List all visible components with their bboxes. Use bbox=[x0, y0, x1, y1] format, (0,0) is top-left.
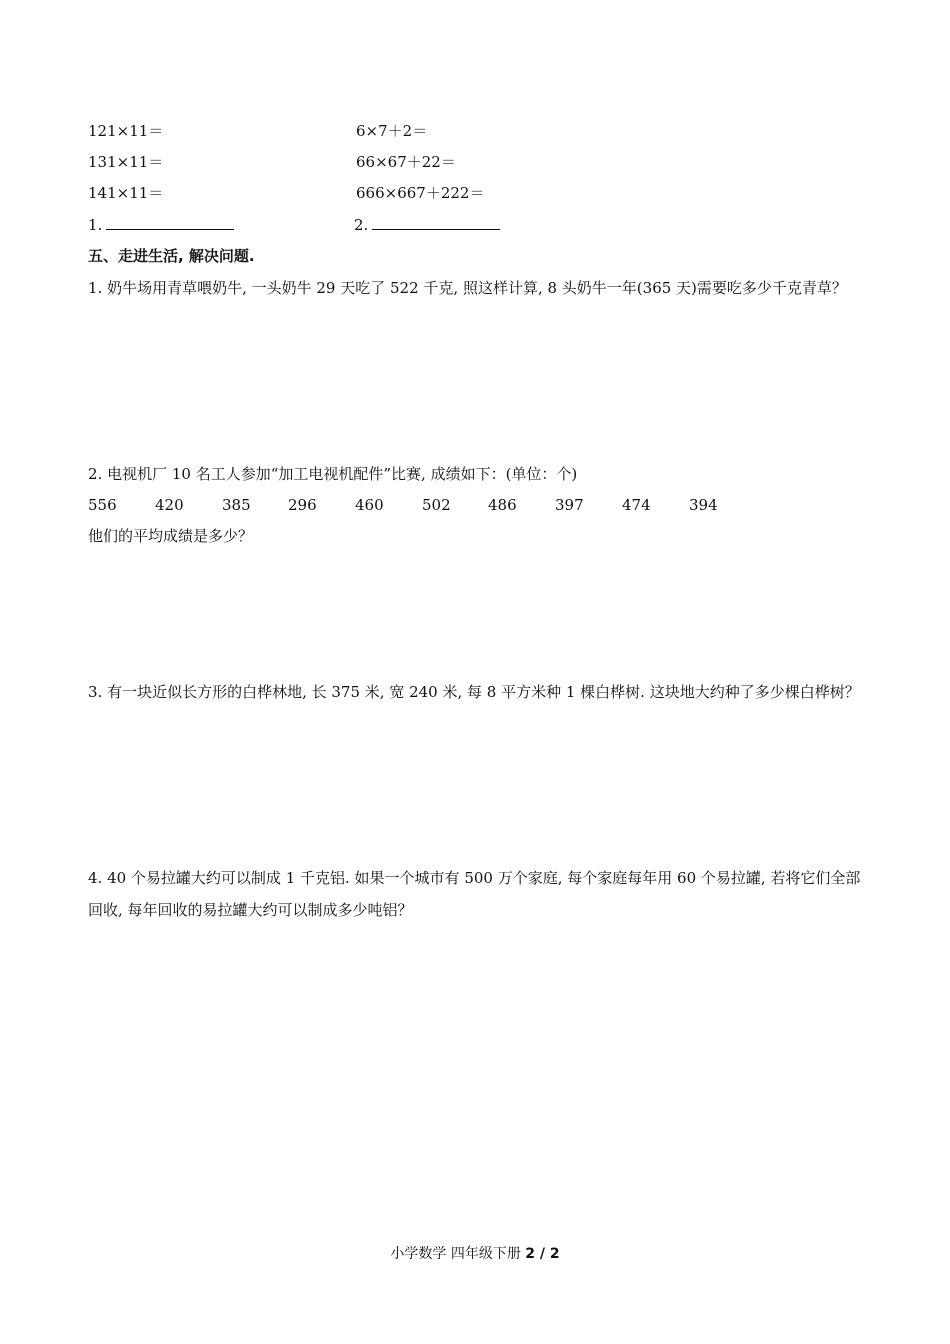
equation-left-1: 121×11＝ bbox=[88, 122, 164, 140]
problem-4: 4. 40 个易拉罐大约可以制成 1 千克铝. 如果一个城市有 500 万个家庭, 每个家庭每年用 60 个易拉罐, 若将它们全部回收, 每年回收的易拉罐大约可以制成多少吨铝？ bbox=[88, 869, 861, 919]
equation-right-2: 66×67＋22＝ bbox=[356, 153, 456, 171]
score-1: 556 bbox=[88, 496, 117, 514]
answer-label-2: 2. bbox=[354, 216, 369, 234]
score-9: 474 bbox=[622, 496, 651, 514]
section-title: 五、走进生活, 解决问题. bbox=[88, 247, 255, 265]
problem-3: 3. 有一块近似长方形的白桦林地, 长 375 米, 宽 240 米, 每 8 平方米种 1 棵白桦树. 这块地大约种了多少棵白桦树？ bbox=[88, 683, 860, 701]
score-7: 486 bbox=[488, 496, 517, 514]
equation-left-3: 141×11＝ bbox=[88, 184, 164, 202]
equation-right-1: 6×7＋2＝ bbox=[356, 122, 428, 140]
footer-label: 小学数学 四年级下册 bbox=[390, 1246, 521, 1262]
problem-2: 2. 电视机厂 10 名工人参加“加工电视机配件”比赛, 成绩如下：(单位：个) bbox=[88, 465, 578, 483]
score-2: 420 bbox=[155, 496, 184, 514]
answer-blank-2[interactable] bbox=[354, 215, 500, 235]
score-8: 397 bbox=[555, 496, 584, 514]
score-6: 502 bbox=[422, 496, 451, 514]
score-10: 394 bbox=[689, 496, 718, 514]
problem-2-followup: 他们的平均成绩是多少？ bbox=[88, 527, 254, 545]
answer-line-2 bbox=[372, 215, 500, 230]
score-3: 385 bbox=[222, 496, 251, 514]
page-footer bbox=[0, 1244, 950, 1264]
answer-line-1 bbox=[106, 215, 234, 230]
equation-right-3: 666×667＋222＝ bbox=[356, 184, 485, 202]
problem-1: 1. 奶牛场用青草喂奶牛, 一头奶牛 29 天吃了 522 千克, 照这样计算, 8 头奶牛一年(365 天)需要吃多少千克青草？ bbox=[88, 279, 847, 297]
answer-label-1: 1. bbox=[88, 216, 103, 234]
page-number: 2 / 2 bbox=[525, 1246, 560, 1262]
score-4: 296 bbox=[288, 496, 317, 514]
score-5: 460 bbox=[355, 496, 384, 514]
equation-left-2: 131×11＝ bbox=[88, 153, 164, 171]
answer-blank-1[interactable] bbox=[88, 215, 234, 235]
